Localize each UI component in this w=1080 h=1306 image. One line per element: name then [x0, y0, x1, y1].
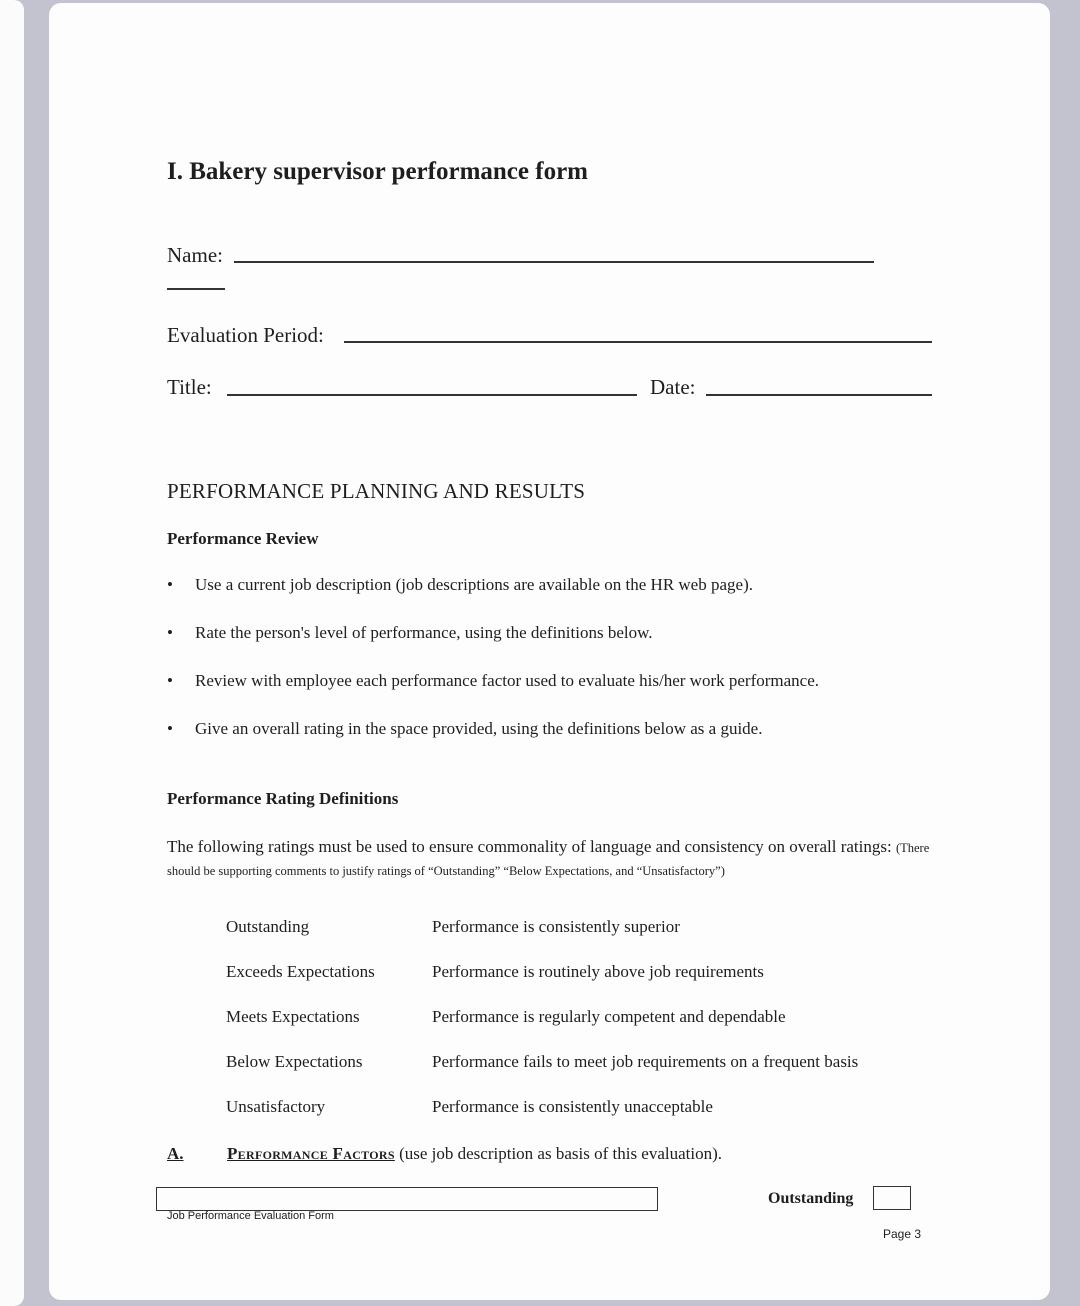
bullet-icon: •	[167, 719, 173, 738]
factor-description-box[interactable]	[156, 1187, 658, 1211]
document-page	[49, 3, 1050, 1300]
performance-factors-heading	[167, 1144, 722, 1164]
section-letter: A.	[167, 1144, 184, 1163]
rating-definitions-note: (There should be supporting comments to justify ratings of “Outstanding” “Below Expectations, and “Unsatisfactory”)	[167, 841, 930, 878]
footer-form-name: Job Performance Evaluation Form	[167, 1210, 334, 1222]
rating-row	[226, 1007, 786, 1027]
rating-name: Outstanding	[226, 917, 310, 936]
rating-name: Unsatisfactory	[226, 1097, 326, 1116]
bullet-icon: •	[167, 671, 173, 690]
title-field-line[interactable]	[227, 394, 637, 396]
rating-description: Performance is routinely above job requirements	[432, 962, 764, 981]
list-item: • Use a current job description (job descriptions are available on the HR web page).	[167, 575, 753, 594]
list-item: • Review with employee each performance factor used to evaluate his/her work performance.	[167, 671, 820, 690]
list-item: • Rate the person's level of performance, using the definitions below.	[167, 623, 653, 642]
adjacent-page-edge	[0, 0, 24, 1306]
performance-factors-note: (use job description as basis of this evaluation).	[399, 1144, 723, 1163]
form-title: I. Bakery supervisor performance form	[167, 158, 588, 185]
rating-description: Performance fails to meet job requirements on a frequent basis	[432, 1052, 859, 1071]
date-label: Date:	[650, 375, 696, 399]
outstanding-column-header: Outstanding	[768, 1190, 854, 1207]
rating-row	[226, 962, 764, 982]
section-heading: PERFORMANCE PLANNING AND RESULTS	[167, 479, 586, 503]
name-field-line[interactable]	[234, 261, 874, 263]
performance-factors-title: Performance Factors	[227, 1144, 395, 1163]
title-label: Title:	[167, 375, 212, 399]
name-field-line-continued[interactable]	[167, 288, 225, 290]
rating-row	[226, 1097, 713, 1117]
rating-description: Performance is consistently unacceptable	[432, 1097, 713, 1116]
rating-row	[226, 1052, 858, 1072]
outstanding-checkbox[interactable]	[873, 1186, 911, 1210]
rating-name: Exceeds Expectations	[226, 962, 375, 981]
evaluation-period-label: Evaluation Period:	[167, 323, 324, 347]
rating-name: Below Expectations	[226, 1052, 363, 1071]
rating-definitions-intro: The following ratings must be used to ensure commonality of language and consistency on overall ratings: (There should be supporting comments to justify ratings of “Outstanding” “Below Expectations, and “Unsatisfactory”)	[167, 837, 930, 878]
rating-description: Performance is regularly competent and dependable	[432, 1007, 786, 1026]
performance-review-heading: Performance Review	[167, 529, 319, 548]
rating-description: Performance is consistently superior	[432, 917, 680, 936]
rating-definitions-heading: Performance Rating Definitions	[167, 789, 399, 808]
name-label: Name:	[167, 243, 223, 267]
bullet-icon: •	[167, 623, 173, 642]
rating-row	[226, 917, 680, 937]
bullet-icon: •	[167, 575, 173, 594]
list-item: • Give an overall rating in the space provided, using the definitions below as a guide.	[167, 719, 763, 738]
page-number: Page 3	[883, 1227, 922, 1241]
date-field-line[interactable]	[706, 394, 932, 396]
rating-name: Meets Expectations	[226, 1007, 360, 1026]
evaluation-period-field-line[interactable]	[344, 341, 932, 343]
